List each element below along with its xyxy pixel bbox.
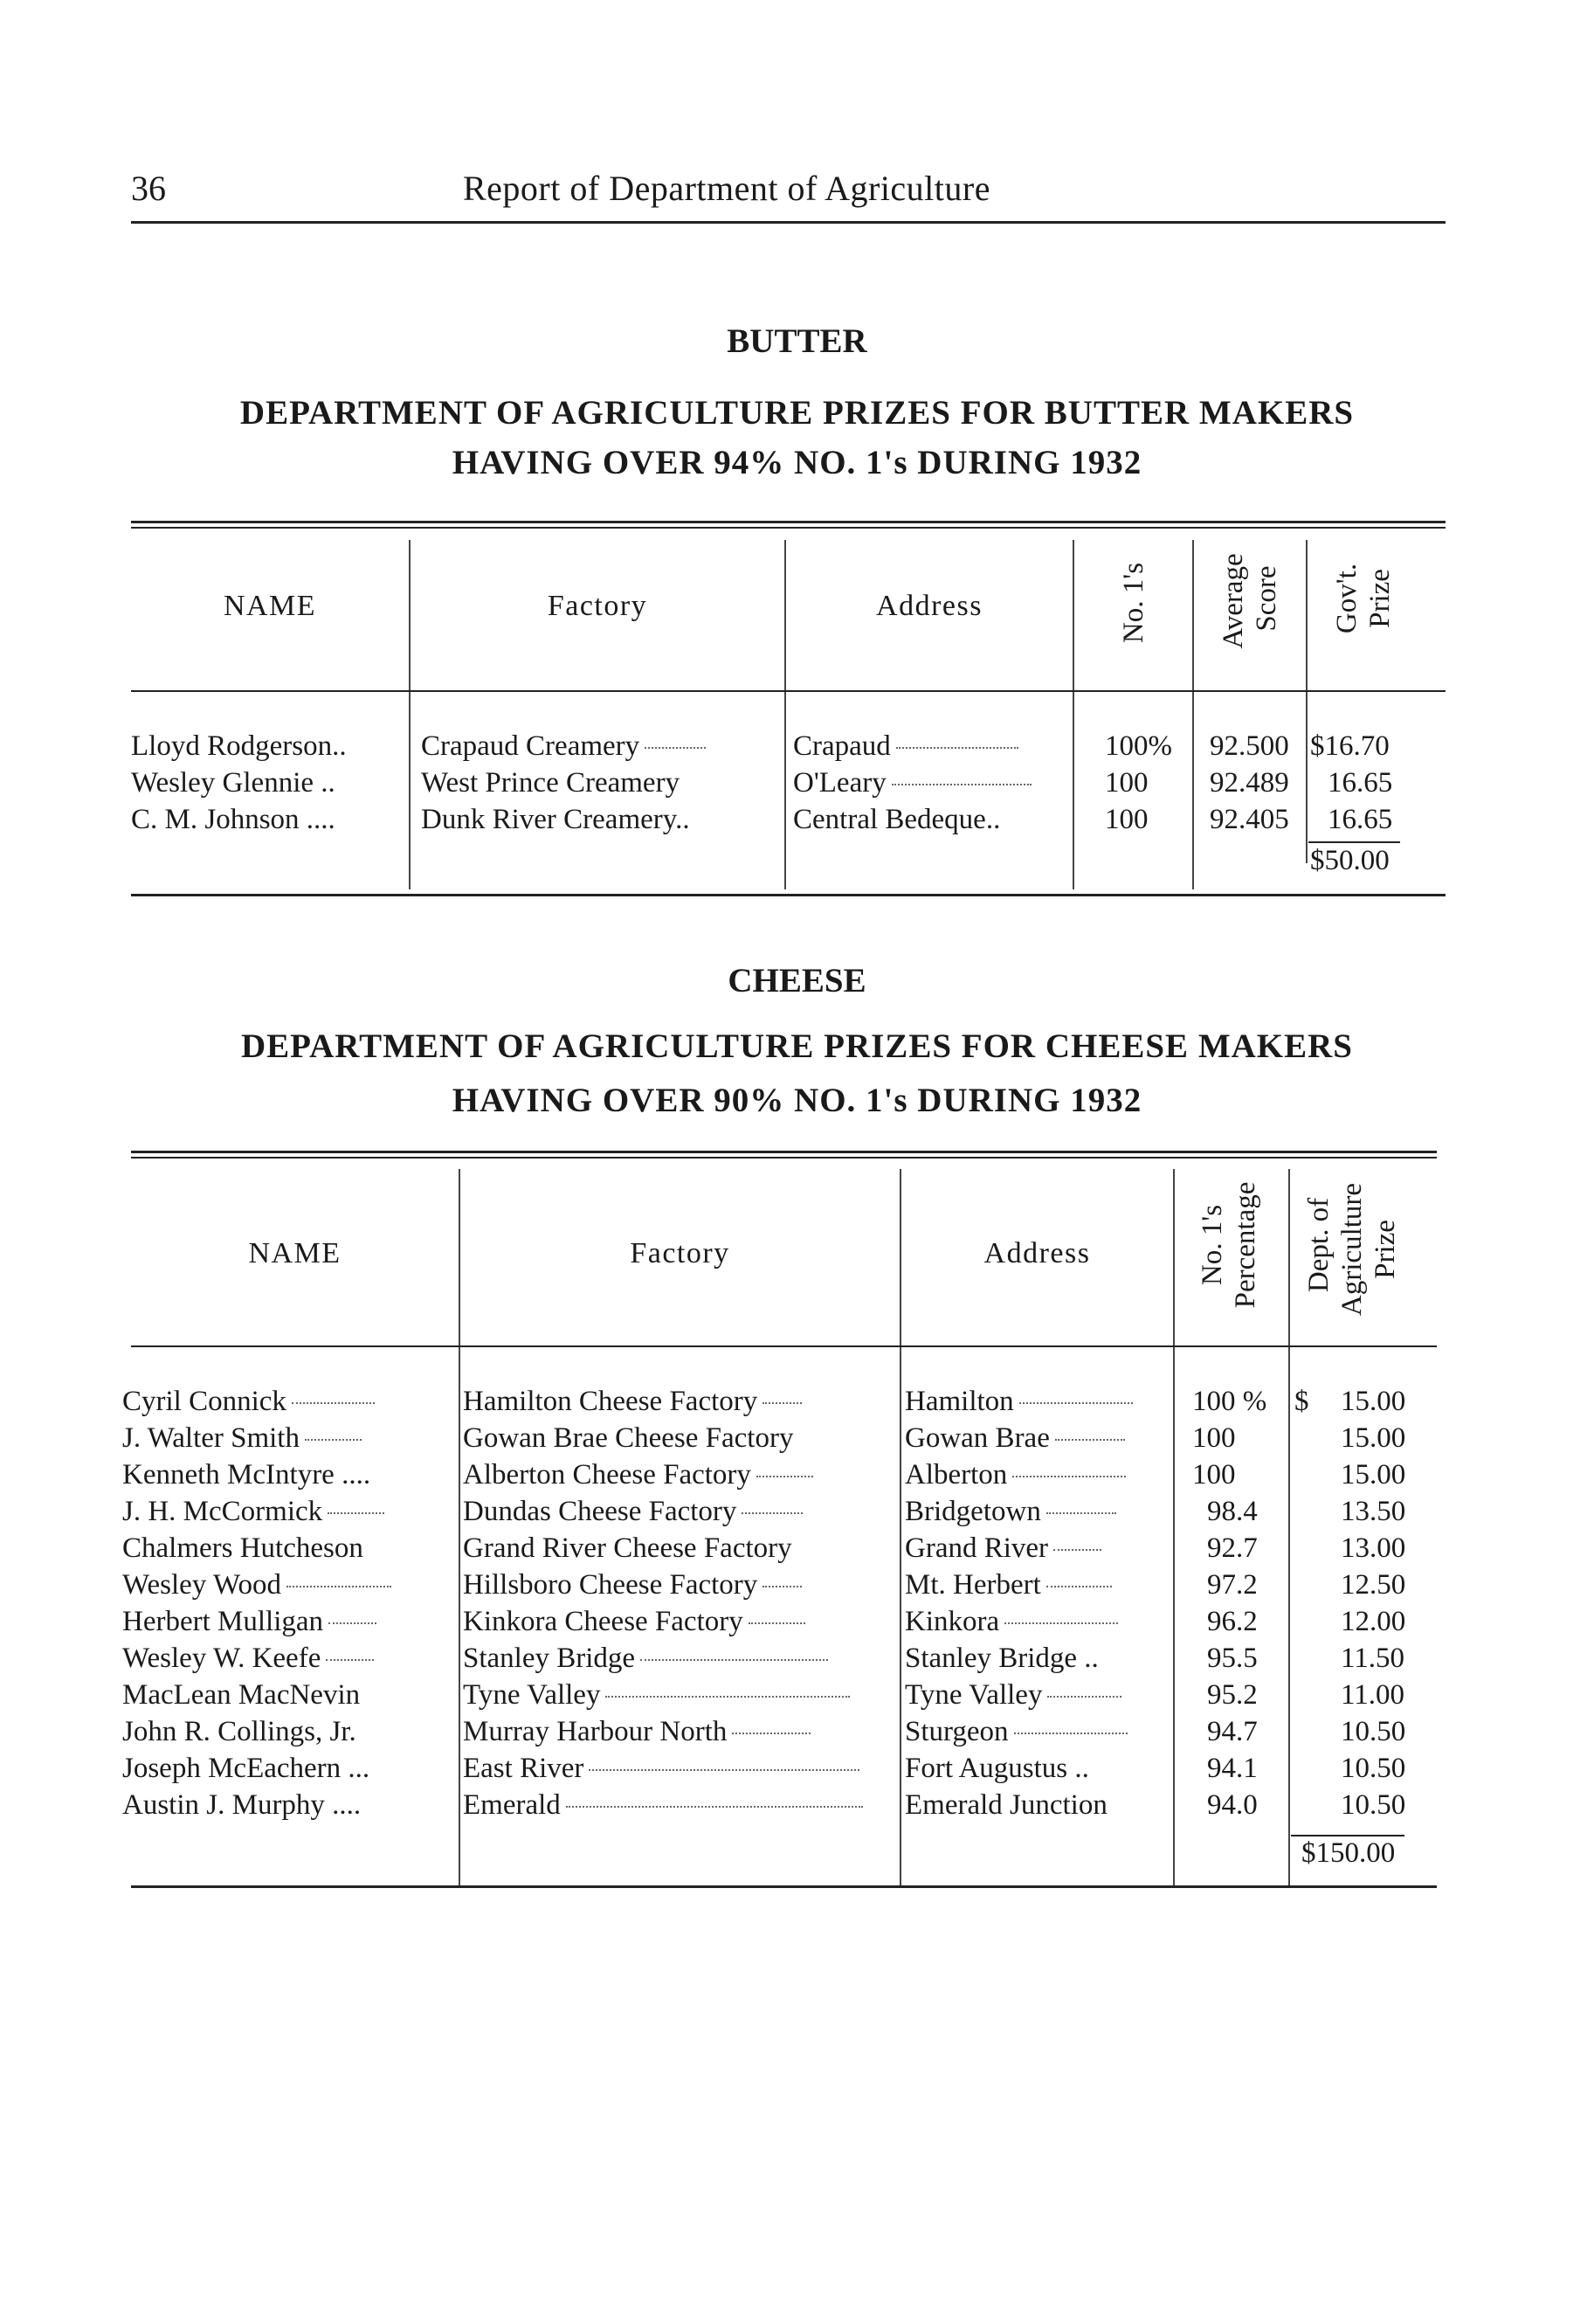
butter-col-factory: Factory (547, 590, 648, 622)
cheese-address: Emerald Junction (905, 1789, 1108, 1821)
cheese-address: Fort Augustus .. (905, 1753, 1089, 1784)
cheese-factory: Stanley Bridge (463, 1640, 828, 1677)
butter-no1: 100 (1105, 767, 1149, 799)
cheese-name: Joseph McEachern ... (122, 1753, 370, 1784)
butter-col-divider (1192, 540, 1194, 889)
cheese-col-divider (1173, 1169, 1175, 1885)
cheese-name: Wesley Wood (122, 1567, 391, 1603)
cheese-pct: 96.2 (1207, 1606, 1258, 1637)
cheese-factory: Gowan Brae Cheese Factory (463, 1422, 794, 1454)
cheese-prize: 15.00 (1341, 1422, 1406, 1454)
cheese-pct: 94.1 (1207, 1753, 1258, 1784)
page-number: 36 (131, 169, 166, 208)
cheese-prize: 12.00 (1341, 1606, 1406, 1637)
butter-col-prize: Prize (1364, 569, 1396, 628)
butter-score: 92.500 (1210, 730, 1289, 762)
cheese-prize: 11.50 (1341, 1643, 1405, 1674)
running-header (131, 168, 1446, 213)
cheese-prize: 13.00 (1341, 1532, 1406, 1564)
cheese-col-dept: Dept. of (1303, 1197, 1335, 1293)
cheese-top-rule (131, 1151, 1437, 1153)
cheese-pct: 94.0 (1207, 1789, 1258, 1821)
butter-no1: 100 (1105, 804, 1149, 835)
butter-header-rule (131, 690, 1446, 692)
cheese-pct: 100 % (1192, 1386, 1267, 1417)
butter-col-no1: No. 1's (1118, 562, 1149, 644)
butter-prize: 16.65 (1328, 767, 1393, 799)
butter-total: $50.00 (1310, 845, 1390, 876)
butter-title-line2: HAVING OVER 94% NO. 1's DURING 1932 (452, 444, 1142, 481)
cheese-pct: 97.2 (1207, 1569, 1258, 1601)
cheese-name: J. H. McCormick (122, 1493, 384, 1530)
cheese-address: Kinkora (905, 1603, 1118, 1640)
cheese-col-prize: Prize (1370, 1220, 1401, 1279)
cheese-prize: 10.50 (1341, 1789, 1406, 1821)
running-title: Report of Department of Agriculture (463, 169, 990, 208)
cheese-name: Herbert Mulligan (122, 1603, 376, 1640)
cheese-factory: Hamilton Cheese Factory (463, 1383, 802, 1420)
cheese-prize: 10.50 (1341, 1753, 1406, 1784)
butter-col-govt: Gov't. (1331, 563, 1363, 634)
cheese-address: Alberton (905, 1456, 1126, 1493)
cheese-pct: 94.7 (1207, 1716, 1258, 1747)
butter-no1: 100% (1105, 730, 1172, 762)
cheese-prize: 12.50 (1341, 1569, 1406, 1601)
butter-top-rule (131, 521, 1446, 523)
butter-score: 92.405 (1210, 804, 1289, 835)
cheese-name: Kenneth McIntyre .... (122, 1459, 371, 1491)
cheese-col-percentage: Percentage (1230, 1181, 1261, 1309)
cheese-col-divider (1288, 1169, 1290, 1885)
cheese-factory: Grand River Cheese Factory (463, 1532, 792, 1564)
cheese-col-name: NAME (248, 1237, 342, 1269)
cheese-pct: 95.5 (1207, 1643, 1258, 1674)
butter-name: Wesley Glennie .. (131, 767, 335, 799)
cheese-top-rule-2 (131, 1157, 1437, 1159)
cheese-prize: 13.50 (1341, 1496, 1406, 1527)
butter-address: Crapaud (793, 728, 1018, 764)
cheese-pct: 95.2 (1207, 1679, 1258, 1711)
butter-factory: Dunk River Creamery.. (421, 804, 690, 835)
cheese-prize: 10.50 (1341, 1716, 1406, 1747)
cheese-factory: Dundas Cheese Factory (463, 1493, 803, 1530)
cheese-total: $150.00 (1301, 1837, 1396, 1869)
cheese-prize: 11.00 (1341, 1679, 1405, 1711)
butter-address: Central Bedeque.. (793, 804, 1001, 835)
cheese-title-line1: DEPARTMENT OF AGRICULTURE PRIZES FOR CHEESE MAKERS (241, 1027, 1353, 1065)
cheese-factory: Hillsboro Cheese Factory (463, 1567, 802, 1603)
butter-name: C. M. Johnson .... (131, 804, 335, 835)
cheese-col-no1: No. 1's (1197, 1204, 1228, 1286)
cheese-col-agriculture: Agriculture (1336, 1182, 1368, 1317)
cheese-factory: Emerald (463, 1787, 863, 1823)
cheese-address: Gowan Brae (905, 1420, 1125, 1456)
cheese-address: Sturgeon (905, 1713, 1128, 1750)
cheese-header-rule (131, 1345, 1437, 1347)
cheese-factory: East River (463, 1750, 859, 1787)
cheese-col-address: Address (983, 1237, 1091, 1269)
cheese-name: Chalmers Hutcheson (122, 1532, 363, 1564)
butter-title-line1: DEPARTMENT OF AGRICULTURE PRIZES FOR BUTTER MAKERS (239, 394, 1355, 432)
cheese-address: Bridgetown (905, 1493, 1116, 1530)
butter-bottom-rule (131, 894, 1446, 896)
cheese-address: Mt. Herbert (905, 1567, 1112, 1603)
cheese-name: Cyril Connick (122, 1383, 375, 1420)
header-rule (131, 221, 1446, 224)
butter-address: O'Leary (793, 764, 1032, 801)
cheese-factory: Murray Harbour North (463, 1713, 811, 1750)
cheese-col-factory: Factory (630, 1237, 730, 1269)
cheese-pct: 100 (1192, 1459, 1236, 1491)
butter-score: 92.489 (1210, 767, 1289, 799)
cheese-factory: Tyne Valley (463, 1677, 850, 1713)
cheese-title-line2: HAVING OVER 90% NO. 1's DURING 1932 (452, 1082, 1142, 1119)
cheese-prize: 15.00 (1341, 1459, 1406, 1491)
cheese-name: MacLean MacNevin (122, 1679, 361, 1711)
cheese-prize: 15.00 (1341, 1386, 1406, 1417)
cheese-col-divider (900, 1169, 901, 1885)
cheese-section-heading: CHEESE (728, 962, 866, 999)
butter-prize: 16.65 (1328, 804, 1393, 835)
butter-col-score: Score (1251, 565, 1282, 632)
butter-top-rule-2 (131, 527, 1446, 529)
cheese-address: Hamilton (905, 1383, 1133, 1420)
cheese-pct: 100 (1192, 1422, 1236, 1454)
butter-col-divider (1073, 540, 1074, 889)
cheese-name: Wesley W. Keefe (122, 1640, 374, 1677)
butter-factory: Crapaud Creamery (421, 728, 706, 764)
butter-section-heading: BUTTER (727, 322, 867, 360)
butter-col-divider (1306, 540, 1308, 863)
cheese-factory: Kinkora Cheese Factory (463, 1603, 805, 1640)
cheese-name: John R. Collings, Jr. (122, 1716, 356, 1747)
cheese-pct: 98.4 (1207, 1496, 1258, 1527)
cheese-address: Stanley Bridge .. (905, 1643, 1099, 1674)
butter-col-address: Address (876, 590, 983, 622)
butter-name: Lloyd Rodgerson.. (131, 730, 347, 762)
cheese-currency: $ (1294, 1386, 1309, 1417)
cheese-name: Austin J. Murphy .... (122, 1789, 362, 1821)
cheese-pct: 92.7 (1207, 1532, 1258, 1564)
cheese-bottom-rule (131, 1885, 1437, 1888)
cheese-address: Tyne Valley (905, 1677, 1121, 1713)
butter-factory: West Prince Creamery (421, 767, 680, 799)
cheese-col-divider (459, 1169, 460, 1885)
cheese-factory: Alberton Cheese Factory (463, 1456, 813, 1493)
butter-col-name: NAME (223, 590, 317, 622)
cheese-address: Grand River (905, 1530, 1101, 1567)
butter-col-average: Average (1218, 553, 1249, 649)
cheese-name: J. Walter Smith (122, 1420, 362, 1456)
butter-prize: $16.70 (1310, 730, 1390, 762)
